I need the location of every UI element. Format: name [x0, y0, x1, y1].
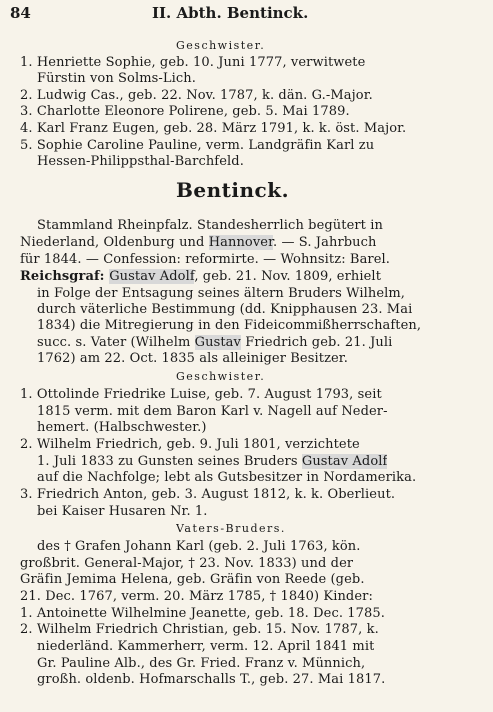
paragraph-line: für 1844. — Confession: reformirte. — Wohnsitz: Barel.: [20, 252, 391, 267]
entry-label: Reichsgraf:: [20, 269, 110, 284]
highlighted-term: Gustav Adolf: [301, 454, 388, 469]
paragraph-line: 1762) am 22. Oct. 1835 als alleiniger Besitzer.: [37, 351, 348, 366]
paragraph-line: des † Grafen Johann Karl (geb. 2. Juli 1763, kön.: [37, 539, 361, 554]
list-item-continuation: hemert. (Halbschwester.): [37, 420, 207, 435]
list-item-continuation: [37, 454, 387, 470]
list-item: 1. Ottolinde Friedrike Luise, geb. 7. August 1793, seit: [20, 387, 382, 402]
list-item-continuation: niederländ. Kammerherr, verm. 12. April 1841 mit: [37, 639, 375, 654]
text: Friedrich geb. 21. Juli: [240, 335, 393, 350]
paragraph-line: Stammland Rheinpfalz. Standesherrlich begütert in: [37, 218, 383, 233]
section-caption: Geschwister.: [176, 370, 266, 383]
list-item: 4. Karl Franz Eugen, geb. 28. März 1791, k. k. öst. Major.: [20, 121, 407, 136]
paragraph-line: [20, 269, 381, 285]
list-item-continuation: Fürstin von Solms-Lich.: [37, 71, 196, 86]
list-item-continuation: 1815 verm. mit dem Baron Karl v. Nagell auf Neder-: [37, 404, 388, 419]
page-number: 84: [10, 4, 31, 22]
highlighted-term: Hannover: [208, 235, 273, 250]
page-header: [10, 4, 483, 22]
list-item-continuation: bei Kaiser Husaren Nr. 1.: [37, 504, 208, 519]
list-item: 1. Henriette Sophie, geb. 10. Juni 1777, verwitwete: [20, 55, 366, 70]
running-head: II. Abth. Bentinck.: [152, 4, 309, 22]
list-item: 3. Charlotte Eleonore Polirene, geb. 5. Mai 1789.: [20, 104, 350, 119]
section-title: Bentinck.: [176, 178, 290, 202]
section-caption: Vaters-Bruders.: [176, 522, 286, 535]
list-item-continuation: großh. oldenb. Hofmarschalls T., geb. 27. Mai 1817.: [37, 672, 386, 687]
text: 1. Juli 1833 zu Gunsten seines Bruders: [37, 454, 302, 469]
paragraph-line: durch väterliche Bestimmung (dd. Knipphausen 23. Mai: [37, 302, 413, 317]
list-item-continuation: auf die Nachfolge; lebt als Gutsbesitzer in Nordamerika.: [37, 470, 417, 485]
section-caption: Geschwister.: [176, 39, 266, 52]
paragraph-line: [37, 335, 392, 351]
list-item: 2. Wilhelm Friedrich Christian, geb. 15. Nov. 1787, k.: [20, 622, 379, 637]
paragraph-line: Gräfin Jemima Helena, geb. Gräfin von Reede (geb.: [20, 572, 365, 587]
list-item: 2. Ludwig Cas., geb. 22. Nov. 1787, k. dän. G.-Major.: [20, 88, 373, 103]
list-item: 3. Friedrich Anton, geb. 3. August 1812, k. k. Oberlieut.: [20, 487, 396, 502]
list-item-continuation: Gr. Pauline Alb., des Gr. Fried. Franz v. Münnich,: [37, 656, 366, 671]
paragraph-line: in Folge der Entsagung seines ältern Bruders Wilhelm,: [37, 286, 406, 301]
list-item: 5. Sophie Caroline Pauline, verm. Landgräfin Karl zu: [20, 138, 375, 153]
paragraph-line: 21. Dec. 1767, verm. 20. März 1785, † 1840) Kinder:: [20, 589, 373, 604]
text: succ. s. Vater (Wilhelm: [37, 335, 195, 350]
paragraph-line: 1834) die Mitregierung in den Fideicommißherrschaften,: [37, 318, 422, 333]
list-item: 1. Antoinette Wilhelmine Jeanette, geb. 18. Dec. 1785.: [20, 606, 386, 621]
list-item: 2. Wilhelm Friedrich, geb. 9. Juli 1801, verzichtete: [20, 437, 360, 452]
text: . — S. Jahrbuch: [273, 235, 377, 250]
text: , geb. 21. Nov. 1809, erhielt: [194, 269, 382, 284]
paragraph-line: [20, 235, 377, 251]
highlighted-term: Gustav Adolf: [109, 269, 195, 284]
paragraph-line: großbrit. General-Major, † 23. Nov. 1833) und der: [20, 556, 354, 571]
highlighted-term: Gustav: [194, 335, 241, 350]
list-item-continuation: Hessen-Philippsthal-Barchfeld.: [37, 154, 244, 169]
text: Niederland, Oldenburg und: [20, 235, 209, 250]
